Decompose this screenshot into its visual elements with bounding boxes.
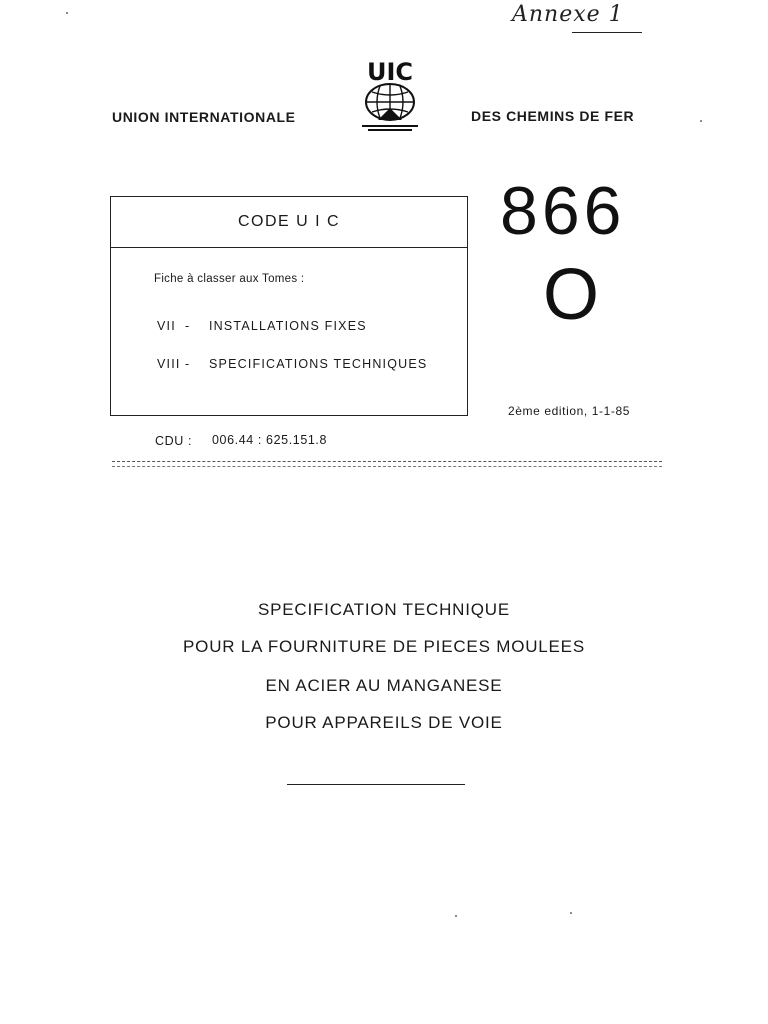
document-title-line: POUR APPAREILS DE VOIE xyxy=(265,713,503,732)
tome-label: INSTALLATIONS FIXES xyxy=(209,319,367,333)
document-title-line: EN ACIER AU MANGANESE xyxy=(265,676,503,695)
separator-dashed xyxy=(112,466,662,467)
cdu-label: CDU : xyxy=(155,434,193,448)
uic-logo xyxy=(352,58,428,132)
tome-number: VII xyxy=(157,319,176,333)
tome-dash: - xyxy=(185,357,191,371)
title-underline-rule xyxy=(287,784,465,785)
tome-dash: - xyxy=(185,319,191,333)
annex-handwritten-note: Annexe 1 xyxy=(512,2,624,27)
org-name-left: UNION INTERNATIONALE xyxy=(112,109,296,125)
code-box-subtitle: Fiche à classer aux Tomes : xyxy=(154,273,305,285)
annex-underline xyxy=(572,32,642,33)
tome-number: VIII xyxy=(157,357,181,371)
code-letter: O xyxy=(543,255,600,335)
scan-speck xyxy=(66,12,68,14)
document-title-line: SPECIFICATION TECHNIQUE xyxy=(257,600,511,619)
code-number: 866 xyxy=(500,173,626,249)
uic-logo-text: UIC xyxy=(366,58,414,86)
tome-item xyxy=(157,357,427,371)
tome-label: SPECIFICATIONS TECHNIQUES xyxy=(209,357,428,371)
org-name-right: DES CHEMINS DE FER xyxy=(471,108,635,124)
tome-item xyxy=(157,319,367,333)
code-box-title: CODE U I C xyxy=(111,197,467,248)
cdu-value: 006.44 : 625.151.8 xyxy=(212,433,328,447)
scan-speck xyxy=(455,915,457,917)
scan-speck xyxy=(700,120,702,122)
code-uic-box xyxy=(110,196,468,416)
separator-dashed xyxy=(112,461,662,462)
scan-speck xyxy=(570,912,572,914)
edition-info: 2ème edition, 1-1-85 xyxy=(508,404,631,418)
document-title-line: POUR LA FOURNITURE DE PIECES MOULEES xyxy=(183,637,585,656)
